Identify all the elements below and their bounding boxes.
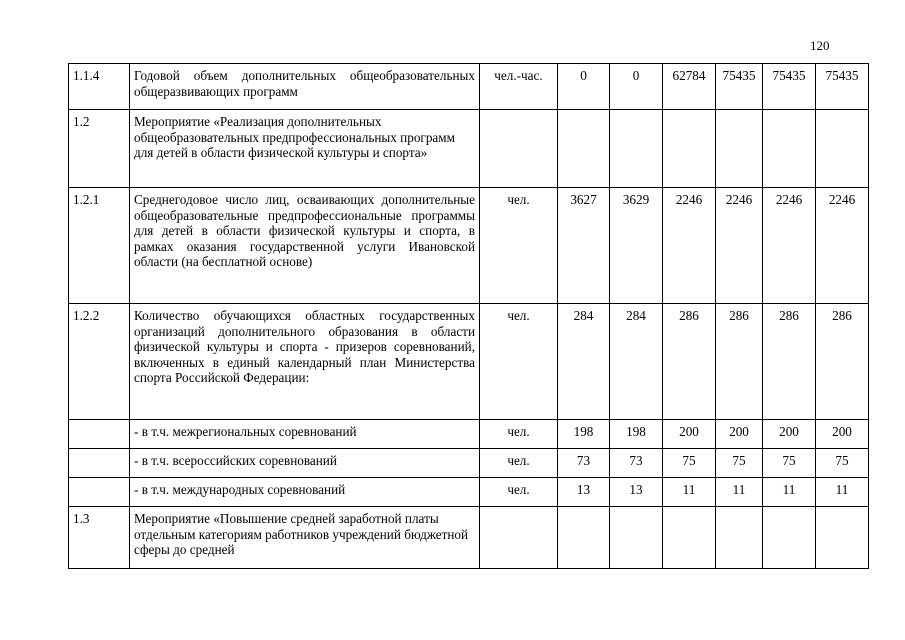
value-cell [663,507,716,569]
value-cell: 198 [610,420,663,449]
row-number-cell [69,420,130,449]
page-number: 120 [810,38,830,53]
value-cell [610,507,663,569]
value-cell: 0 [610,64,663,110]
value-cell: 75 [763,449,816,478]
unit-cell [480,507,558,569]
unit-cell [480,110,558,188]
unit-cell: чел. [480,304,558,420]
indicator-description-cell: Мероприятие «Повышение средней заработной платы отдельным категориям работников учреждений бюджетной сферы до средней [130,507,480,569]
value-cell: 200 [763,420,816,449]
table-row [69,110,869,188]
value-cell: 75435 [763,64,816,110]
value-cell: 11 [816,478,869,507]
table-row [69,64,869,110]
row-number-cell: 1.2.1 [69,188,130,304]
unit-cell: чел. [480,188,558,304]
unit-cell: чел.-час. [480,64,558,110]
value-cell: 62784 [663,64,716,110]
indicator-description-cell: - в т.ч. всероссийских соревнований [130,449,480,478]
value-cell: 2246 [663,188,716,304]
value-cell [816,507,869,569]
value-cell [816,110,869,188]
unit-cell: чел. [480,420,558,449]
value-cell: 200 [716,420,763,449]
value-cell [558,507,610,569]
table-row [69,304,869,420]
value-cell: 2246 [816,188,869,304]
value-cell: 200 [816,420,869,449]
value-cell [716,507,763,569]
table-row [69,478,869,507]
row-number-cell: 1.2 [69,110,130,188]
indicator-description-cell: Годовой объем дополнительных общеобразовательных общеразвивающих программ [130,64,480,110]
indicator-description-cell: Мероприятие «Реализация дополнительных общеобразовательных предпрофессиональных программ для детей в области физической культуры и спорта» [130,110,480,188]
value-cell: 286 [816,304,869,420]
value-cell: 73 [558,449,610,478]
value-cell: 75 [663,449,716,478]
row-number-cell: 1.1.4 [69,64,130,110]
value-cell [558,110,610,188]
value-cell: 284 [558,304,610,420]
indicators-table [68,63,869,569]
value-cell: 286 [663,304,716,420]
unit-cell: чел. [480,449,558,478]
value-cell: 284 [610,304,663,420]
table-row [69,449,869,478]
value-cell: 13 [558,478,610,507]
value-cell: 2246 [763,188,816,304]
value-cell: 286 [763,304,816,420]
value-cell: 2246 [716,188,763,304]
table-row [69,188,869,304]
unit-cell: чел. [480,478,558,507]
indicator-description-cell: Количество обучающихся областных государственных организаций дополнительного образования в области физической культуры и спорта - призеров соревнований, включенных в единый календарный план Министерства спорта Российской Федерации: [130,304,480,420]
row-number-cell: 1.3 [69,507,130,569]
value-cell: 75 [816,449,869,478]
value-cell: 3629 [610,188,663,304]
value-cell: 13 [610,478,663,507]
value-cell: 11 [763,478,816,507]
value-cell [763,507,816,569]
value-cell: 75435 [716,64,763,110]
value-cell: 286 [716,304,763,420]
value-cell: 0 [558,64,610,110]
row-number-cell [69,478,130,507]
indicator-description-cell: Среднегодовое число лиц, осваивающих дополнительные общеобразовательные предпрофессиональные программы для детей в области физической культуры и спорта, в рамках оказания государственной услуги Ивановской области (на бесплатной основе) [130,188,480,304]
value-cell: 73 [610,449,663,478]
value-cell: 3627 [558,188,610,304]
value-cell: 75 [716,449,763,478]
value-cell [716,110,763,188]
value-cell: 200 [663,420,716,449]
row-number-cell [69,449,130,478]
value-cell [610,110,663,188]
value-cell [663,110,716,188]
value-cell [763,110,816,188]
table-row [69,420,869,449]
value-cell: 11 [663,478,716,507]
value-cell: 75435 [816,64,869,110]
row-number-cell: 1.2.2 [69,304,130,420]
table-row [69,507,869,569]
indicator-description-cell: - в т.ч. международных соревнований [130,478,480,507]
indicator-description-cell: - в т.ч. межрегиональных соревнований [130,420,480,449]
value-cell: 198 [558,420,610,449]
value-cell: 11 [716,478,763,507]
